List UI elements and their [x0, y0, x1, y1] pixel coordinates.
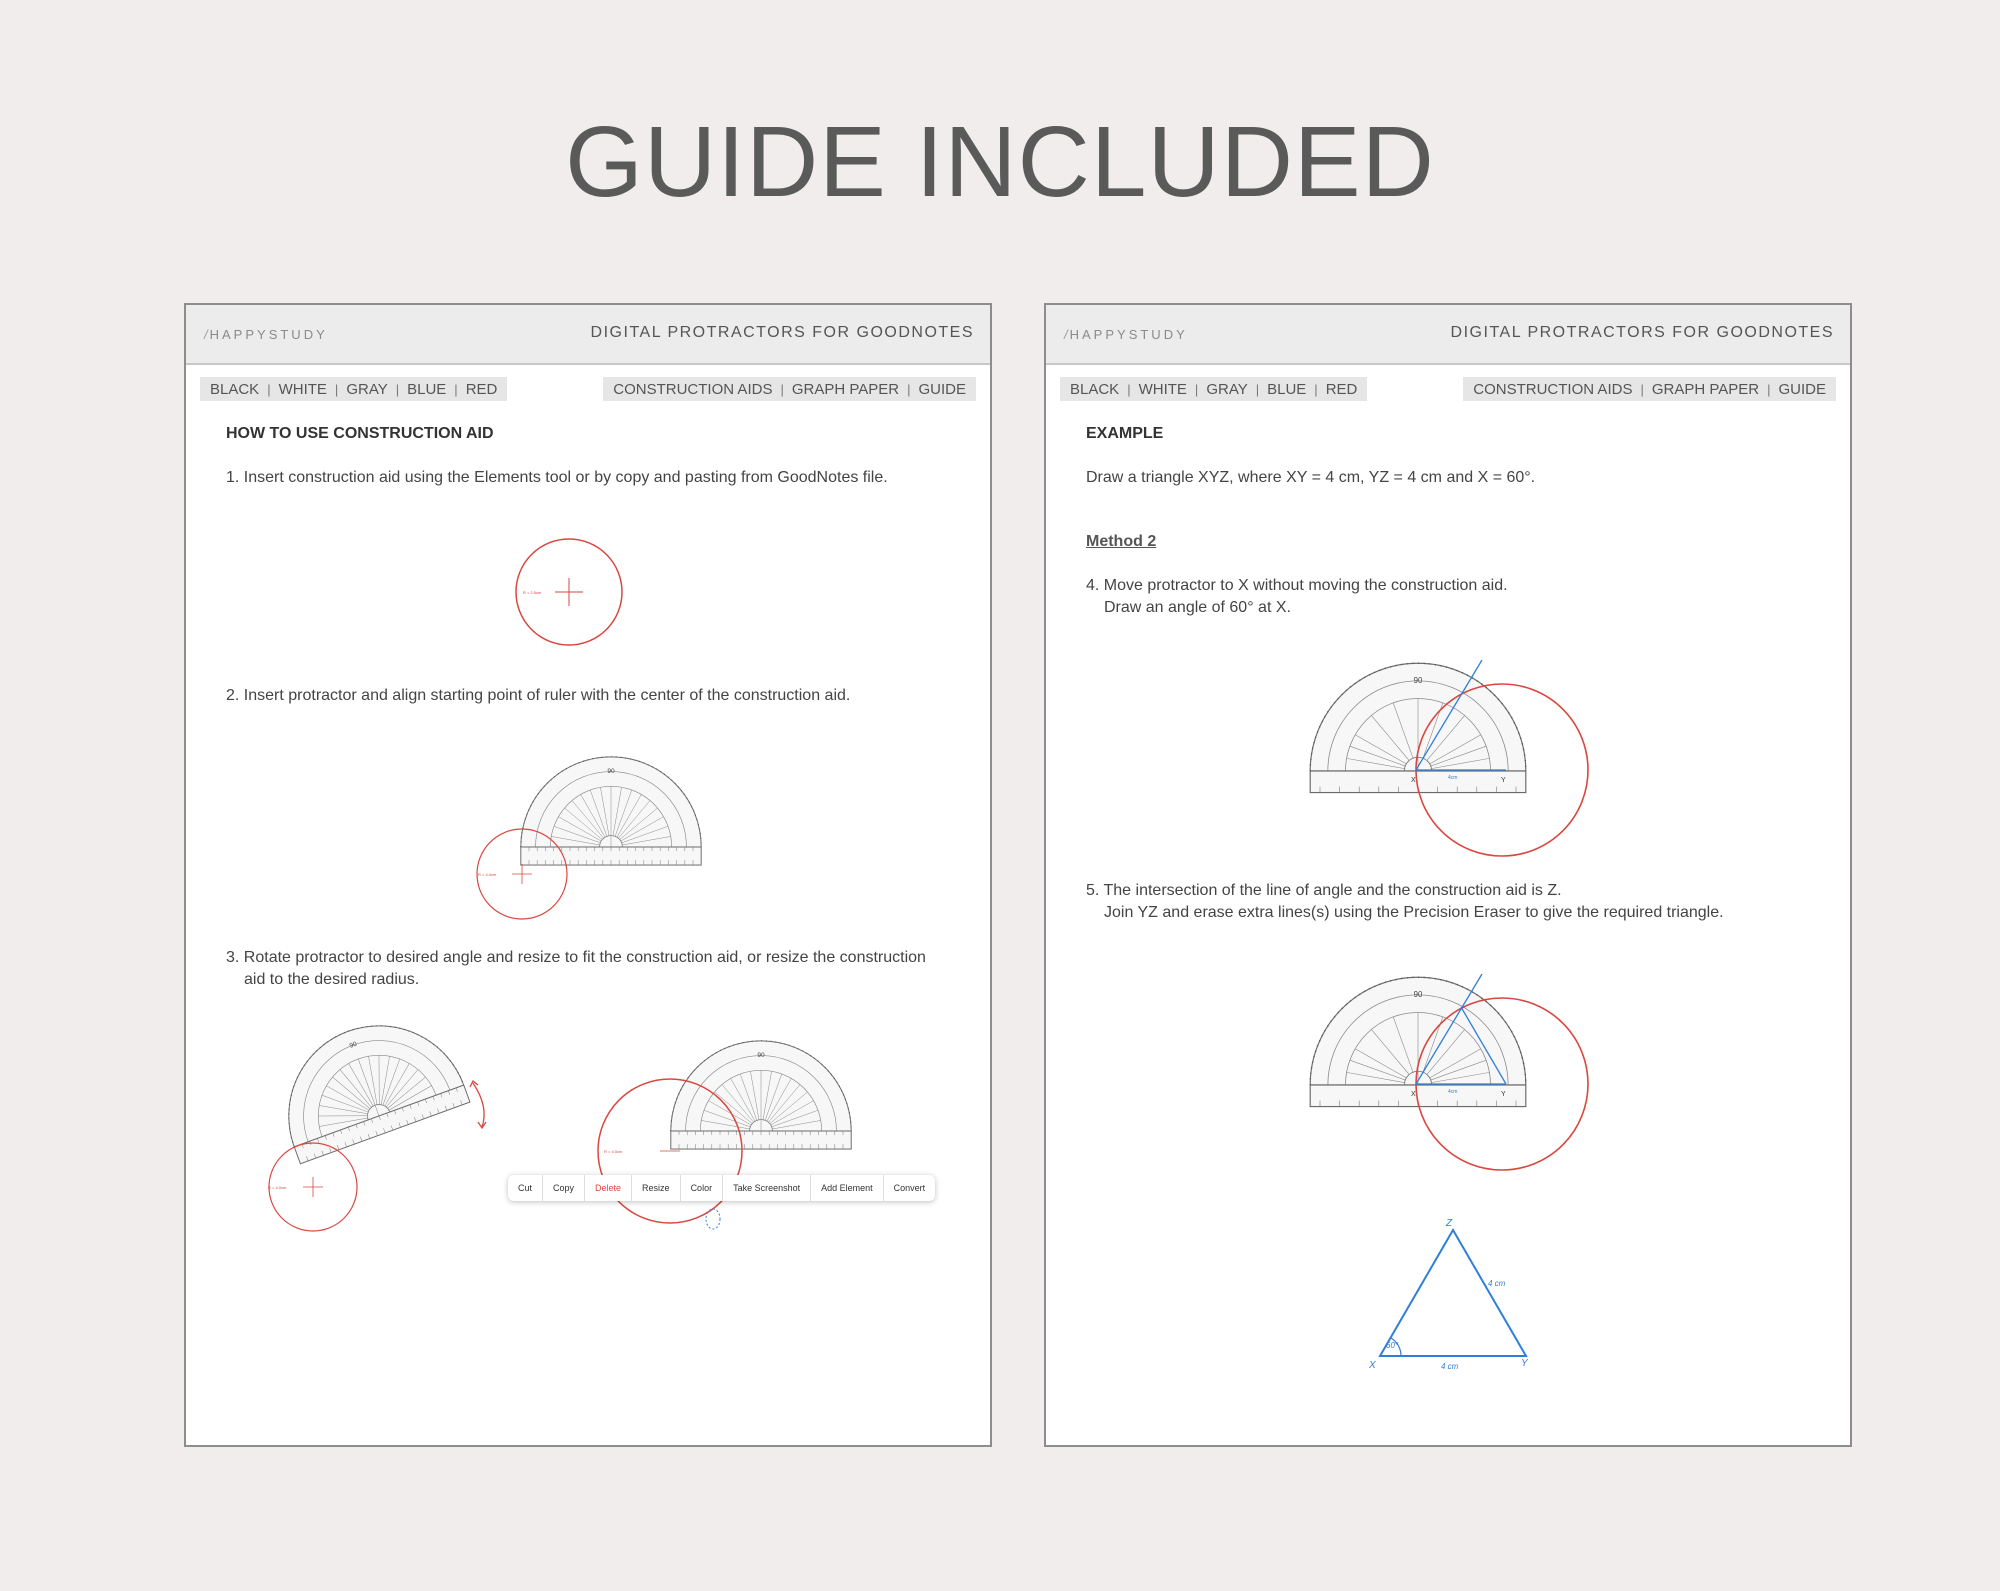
svg-text:4 cm: 4 cm — [1488, 1279, 1506, 1288]
tab-construction-aids[interactable]: CONSTRUCTION AIDS — [613, 380, 773, 398]
menu-cut[interactable]: Cut — [508, 1175, 543, 1201]
svg-text:60°: 60° — [1386, 1341, 1399, 1350]
section-heading: EXAMPLE — [1086, 425, 1164, 442]
svg-text:R = 4.0cm: R = 4.0cm — [268, 1185, 287, 1190]
section-heading: HOW TO USE CONSTRUCTION AID — [226, 425, 494, 442]
triangle-xyz — [1368, 1218, 1529, 1371]
menu-resize[interactable]: Resize — [632, 1175, 681, 1201]
tab-red[interactable]: RED — [1325, 380, 1358, 398]
svg-text:X: X — [1369, 1360, 1376, 1371]
brand-logo: / HAPPYSTUDY — [204, 327, 328, 342]
tab-graph-paper[interactable]: GRAPH PAPER — [1651, 380, 1760, 398]
example-illustrations — [1046, 305, 1854, 1449]
tab-gray[interactable]: GRAY — [1206, 380, 1248, 398]
tab-construction-aids[interactable]: CONSTRUCTION AIDS — [1473, 380, 1633, 398]
method-label: Method 2 — [1086, 533, 1157, 550]
menu-color[interactable]: Color — [681, 1175, 724, 1201]
step-3: 3. Rotate protractor to desired angle and resize to fit the construction aid, or resize the construction aid to the desired radius. — [226, 949, 926, 988]
tab-white[interactable]: WHITE — [278, 380, 327, 398]
protractor-aligned — [477, 757, 701, 919]
menu-convert[interactable]: Convert — [893, 1183, 926, 1193]
svg-text:4cm: 4cm — [1448, 1089, 1458, 1095]
step-1: 1. Insert construction aid using the Elements tool or by copy and pasting from GoodNotes file. — [226, 469, 888, 486]
tab-black[interactable]: BLACK — [1070, 380, 1120, 398]
svg-text:4cm: 4cm — [1448, 775, 1458, 781]
svg-text:Z: Z — [1446, 1218, 1453, 1229]
doc-title: DIGITAL PROTRACTORS FOR GOODNOTES — [1450, 324, 1834, 341]
guide-page-left — [184, 303, 992, 1447]
svg-text:Y: Y — [1521, 1358, 1528, 1369]
guide-page-right — [1044, 303, 1852, 1447]
illustrations — [186, 305, 994, 1449]
step-5: 5. The intersection of the line of angle and the construction aid is Z. Join YZ and erase extra lines(s) using the Precision Eraser to give the required triangle. — [1086, 882, 1724, 921]
tab-blue[interactable]: BLUE — [1267, 380, 1307, 398]
svg-text:R = 2.5cm: R = 2.5cm — [523, 590, 542, 595]
color-tabs: BLACK | WHITE | GRAY | BLUE | RED — [200, 377, 507, 401]
color-tabs: BLACK | WHITE | GRAY | BLUE | RED — [1060, 377, 1367, 401]
protractor-rotated — [263, 1000, 486, 1231]
step5-figure — [1310, 974, 1588, 1170]
svg-text:4 cm: 4 cm — [1441, 1362, 1459, 1371]
svg-text:R = 4.0cm: R = 4.0cm — [478, 872, 497, 877]
menu-delete[interactable]: Delete — [585, 1175, 632, 1201]
problem-statement: Draw a triangle XYZ, where XY = 4 cm, YZ = 4 cm and X = 60°. — [1086, 469, 1536, 486]
tab-guide[interactable]: GUIDE — [1778, 380, 1826, 398]
context-menu — [508, 1175, 935, 1201]
tab-red[interactable]: RED — [465, 380, 498, 398]
doc-title: DIGITAL PROTRACTORS FOR GOODNOTES — [590, 324, 974, 341]
tab-guide[interactable]: GUIDE — [918, 380, 966, 398]
menu-copy[interactable]: Copy — [543, 1175, 585, 1201]
svg-text:R = 4.0cm: R = 4.0cm — [604, 1149, 623, 1154]
step-2: 2. Insert protractor and align starting point of ruler with the center of the construction aid. — [226, 687, 851, 704]
pen-icon: / — [204, 327, 208, 342]
tab-black[interactable]: BLACK — [210, 380, 260, 398]
svg-text:X: X — [1411, 1091, 1416, 1098]
menu-take-screenshot[interactable]: Take Screenshot — [723, 1175, 811, 1201]
tab-blue[interactable]: BLUE — [407, 380, 447, 398]
svg-text:Y: Y — [1501, 777, 1506, 784]
pen-icon: / — [1064, 327, 1068, 342]
construction-aid-example — [516, 539, 622, 645]
tab-gray[interactable]: GRAY — [346, 380, 388, 398]
menu-add-element[interactable]: Add Element — [811, 1175, 884, 1201]
brand-logo: / HAPPYSTUDY — [1064, 327, 1188, 342]
step-4: 4. Move protractor to X without moving the construction aid. Draw an angle of 60° at X. — [1086, 577, 1508, 616]
section-tabs: CONSTRUCTION AIDS | GRAPH PAPER | GUIDE — [1463, 377, 1836, 401]
tab-graph-paper[interactable]: GRAPH PAPER — [791, 380, 900, 398]
svg-text:X: X — [1411, 777, 1416, 784]
tab-white[interactable]: WHITE — [1138, 380, 1187, 398]
headline: GUIDE INCLUDED — [565, 106, 1435, 218]
section-tabs: CONSTRUCTION AIDS | GRAPH PAPER | GUIDE — [603, 377, 976, 401]
step4-figure — [1310, 660, 1588, 856]
svg-text:Y: Y — [1501, 1091, 1506, 1098]
